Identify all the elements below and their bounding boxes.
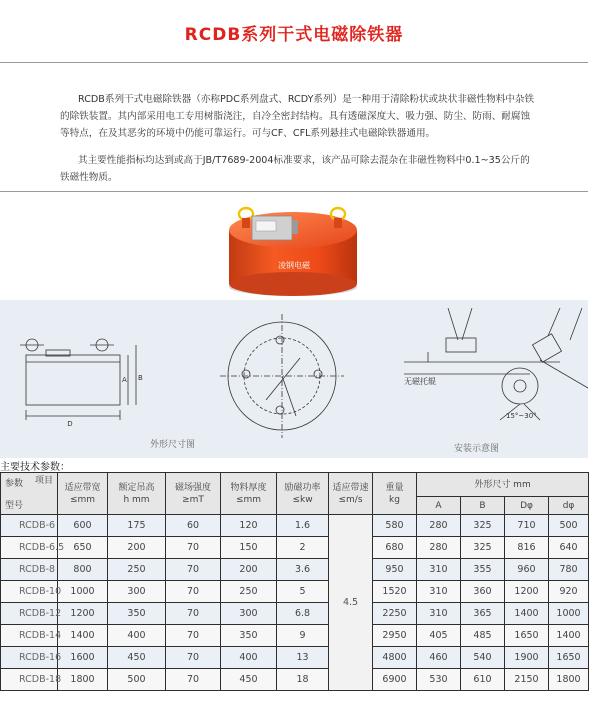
cell-thick: 300 bbox=[221, 603, 277, 625]
dim-d-label: D bbox=[67, 420, 73, 428]
table-row bbox=[1, 537, 589, 559]
cell-a: 460 bbox=[417, 647, 461, 669]
cell-power: 18 bbox=[277, 669, 329, 691]
cell-thick: 200 bbox=[221, 559, 277, 581]
cell-model: RCDB-6.5 bbox=[1, 537, 58, 559]
header-corner bbox=[1, 473, 58, 515]
cell-speed: 4.5 bbox=[329, 515, 373, 691]
cell-thick: 350 bbox=[221, 625, 277, 647]
cell-belt: 800 bbox=[58, 559, 108, 581]
cell-a: 280 bbox=[417, 537, 461, 559]
page-title: RCDB系列干式电磁除铁器 bbox=[184, 25, 404, 45]
cell-d: 500 bbox=[549, 515, 589, 537]
col-belt: 适应带宽 ≤mm bbox=[58, 473, 108, 515]
cell-d: 960 bbox=[505, 559, 549, 581]
cell-weight: 950 bbox=[373, 559, 417, 581]
cell-a: 310 bbox=[417, 603, 461, 625]
cell-power: 2 bbox=[277, 537, 329, 559]
cell-field: 60 bbox=[166, 515, 221, 537]
cell-weight: 6900 bbox=[373, 669, 417, 691]
outline-caption: 外形尺寸图 bbox=[150, 440, 196, 450]
cell-model: RCDB-16 bbox=[1, 647, 58, 669]
header-item: 项目 bbox=[34, 476, 53, 486]
cell-belt: 1200 bbox=[58, 603, 108, 625]
cell-power: 6.8 bbox=[277, 603, 329, 625]
conveyor-label: 无磁托辊 bbox=[404, 377, 436, 386]
cell-a: 530 bbox=[417, 669, 461, 691]
cell-b: 365 bbox=[461, 603, 505, 625]
cell-field: 70 bbox=[166, 581, 221, 603]
cell-belt: 1400 bbox=[58, 625, 108, 647]
outline-side-view bbox=[20, 339, 136, 420]
cell-thick: 250 bbox=[221, 581, 277, 603]
cell-power: 1.6 bbox=[277, 515, 329, 537]
cell-field: 70 bbox=[166, 669, 221, 691]
cell-belt: 1000 bbox=[58, 581, 108, 603]
cell-model: RCDB-8 bbox=[1, 559, 58, 581]
cell-b: 485 bbox=[461, 625, 505, 647]
cell-model: RCDB-18 bbox=[1, 669, 58, 691]
cell-height: 350 bbox=[108, 603, 166, 625]
col-thick: 物料厚度 ≤mm bbox=[221, 473, 277, 515]
cell-weight: 580 bbox=[373, 515, 417, 537]
col-height: 额定吊高 h mm bbox=[108, 473, 166, 515]
cell-d: 1650 bbox=[505, 625, 549, 647]
cell-b: 610 bbox=[461, 669, 505, 691]
cell-d: 816 bbox=[505, 537, 549, 559]
cell-a: 405 bbox=[417, 625, 461, 647]
intro-paragraph-1: RCDB系列干式电磁除铁器（亦称PDC系列盘式、RCDY系列）是一种用于清除粉状或块状非磁性物料中杂铁的除铁装置。其内部采用电工专用树脂浇注，自冷全密封结构。具有透磁深度大、吸力强、防尘、防雨、耐腐蚀等特点，在及其恶劣的环境中仍能可靠运行。可与CF、CFL系列悬挂式电磁除铁器通用。 bbox=[60, 94, 535, 139]
col-field: 磁场强度 ≥mT bbox=[166, 473, 221, 515]
cell-b: 360 bbox=[461, 581, 505, 603]
cell-belt: 650 bbox=[58, 537, 108, 559]
cell-power: 3.6 bbox=[277, 559, 329, 581]
cell-model: RCDB-6 bbox=[1, 515, 58, 537]
cell-d: 710 bbox=[505, 515, 549, 537]
cell-belt: 1600 bbox=[58, 647, 108, 669]
cell-height: 175 bbox=[108, 515, 166, 537]
cell-model: RCDB-12 bbox=[1, 603, 58, 625]
cell-power: 5 bbox=[277, 581, 329, 603]
cell-d: 1400 bbox=[505, 603, 549, 625]
cell-d: 920 bbox=[549, 581, 589, 603]
col-speed: 适应带速 ≤m/s bbox=[329, 473, 373, 515]
table-row bbox=[1, 625, 589, 647]
col-dim-small-dphi: dφ bbox=[549, 497, 589, 515]
header-param: 参数 bbox=[5, 479, 24, 489]
cell-height: 200 bbox=[108, 537, 166, 559]
cell-weight: 4800 bbox=[373, 647, 417, 669]
cell-b: 325 bbox=[461, 537, 505, 559]
cell-d: 1650 bbox=[549, 647, 589, 669]
dim-a-label: A bbox=[122, 376, 127, 384]
col-dims: 外形尺寸 mm bbox=[417, 473, 589, 497]
col-dim-a: A bbox=[417, 497, 461, 515]
cell-d: 1900 bbox=[505, 647, 549, 669]
col-dim-b: B bbox=[461, 497, 505, 515]
cell-thick: 450 bbox=[221, 669, 277, 691]
cell-d: 1000 bbox=[549, 603, 589, 625]
col-weight: 重量 kg bbox=[373, 473, 417, 515]
table-row bbox=[1, 669, 589, 691]
cell-b: 540 bbox=[461, 647, 505, 669]
cell-field: 70 bbox=[166, 559, 221, 581]
cell-d: 2150 bbox=[505, 669, 549, 691]
cell-a: 310 bbox=[417, 559, 461, 581]
cell-height: 300 bbox=[108, 581, 166, 603]
cell-weight: 680 bbox=[373, 537, 417, 559]
cell-b: 355 bbox=[461, 559, 505, 581]
cell-height: 450 bbox=[108, 647, 166, 669]
divider bbox=[0, 191, 588, 192]
table-row bbox=[1, 581, 589, 603]
cell-model: RCDB-14 bbox=[1, 625, 58, 647]
product-image bbox=[218, 200, 368, 300]
cell-weight: 1520 bbox=[373, 581, 417, 603]
divider bbox=[0, 62, 588, 63]
dim-b-label: B bbox=[138, 374, 143, 382]
cell-height: 500 bbox=[108, 669, 166, 691]
cell-field: 70 bbox=[166, 625, 221, 647]
cell-belt: 600 bbox=[58, 515, 108, 537]
cell-a: 310 bbox=[417, 581, 461, 603]
cell-height: 250 bbox=[108, 559, 166, 581]
cell-weight: 2950 bbox=[373, 625, 417, 647]
cell-thick: 400 bbox=[221, 647, 277, 669]
technical-drawings bbox=[0, 300, 588, 458]
table-row bbox=[1, 647, 589, 669]
cell-d: 780 bbox=[549, 559, 589, 581]
cell-weight: 2250 bbox=[373, 603, 417, 625]
brand-label: 凌钢电磁 bbox=[278, 261, 310, 270]
cell-b: 325 bbox=[461, 515, 505, 537]
col-dim-dphi: Dφ bbox=[505, 497, 549, 515]
angle-label: 15°~30° bbox=[506, 412, 537, 420]
table-row bbox=[1, 515, 589, 537]
installation-diagram bbox=[404, 308, 588, 420]
table-row bbox=[1, 559, 589, 581]
cell-belt: 1800 bbox=[58, 669, 108, 691]
outline-top-view bbox=[220, 314, 344, 438]
cell-d: 1800 bbox=[549, 669, 589, 691]
cell-power: 13 bbox=[277, 647, 329, 669]
cell-thick: 150 bbox=[221, 537, 277, 559]
table-row bbox=[1, 603, 589, 625]
cell-model: RCDB-10 bbox=[1, 581, 58, 603]
cell-d: 640 bbox=[549, 537, 589, 559]
spec-table bbox=[0, 472, 589, 691]
header-model: 型号 bbox=[5, 501, 24, 511]
cell-field: 70 bbox=[166, 603, 221, 625]
cell-height: 400 bbox=[108, 625, 166, 647]
cell-thick: 120 bbox=[221, 515, 277, 537]
cell-field: 70 bbox=[166, 647, 221, 669]
cell-d: 1400 bbox=[549, 625, 589, 647]
params-heading: 主要技术参数： bbox=[0, 462, 70, 473]
cell-d: 1200 bbox=[505, 581, 549, 603]
cell-power: 9 bbox=[277, 625, 329, 647]
cell-a: 280 bbox=[417, 515, 461, 537]
install-caption: 安装示意图 bbox=[454, 444, 500, 454]
spec-table-body bbox=[1, 515, 589, 691]
cell-field: 70 bbox=[166, 537, 221, 559]
col-power: 励磁功率 ≤kw bbox=[277, 473, 329, 515]
intro-paragraph-2: 其主要性能指标均达到或高于JB/T7689-2004标准要求，该产品可除去混杂在非磁性物料中0.1~35公斤的铁磁性物质。 bbox=[60, 155, 530, 183]
drawings-panel bbox=[0, 300, 588, 458]
